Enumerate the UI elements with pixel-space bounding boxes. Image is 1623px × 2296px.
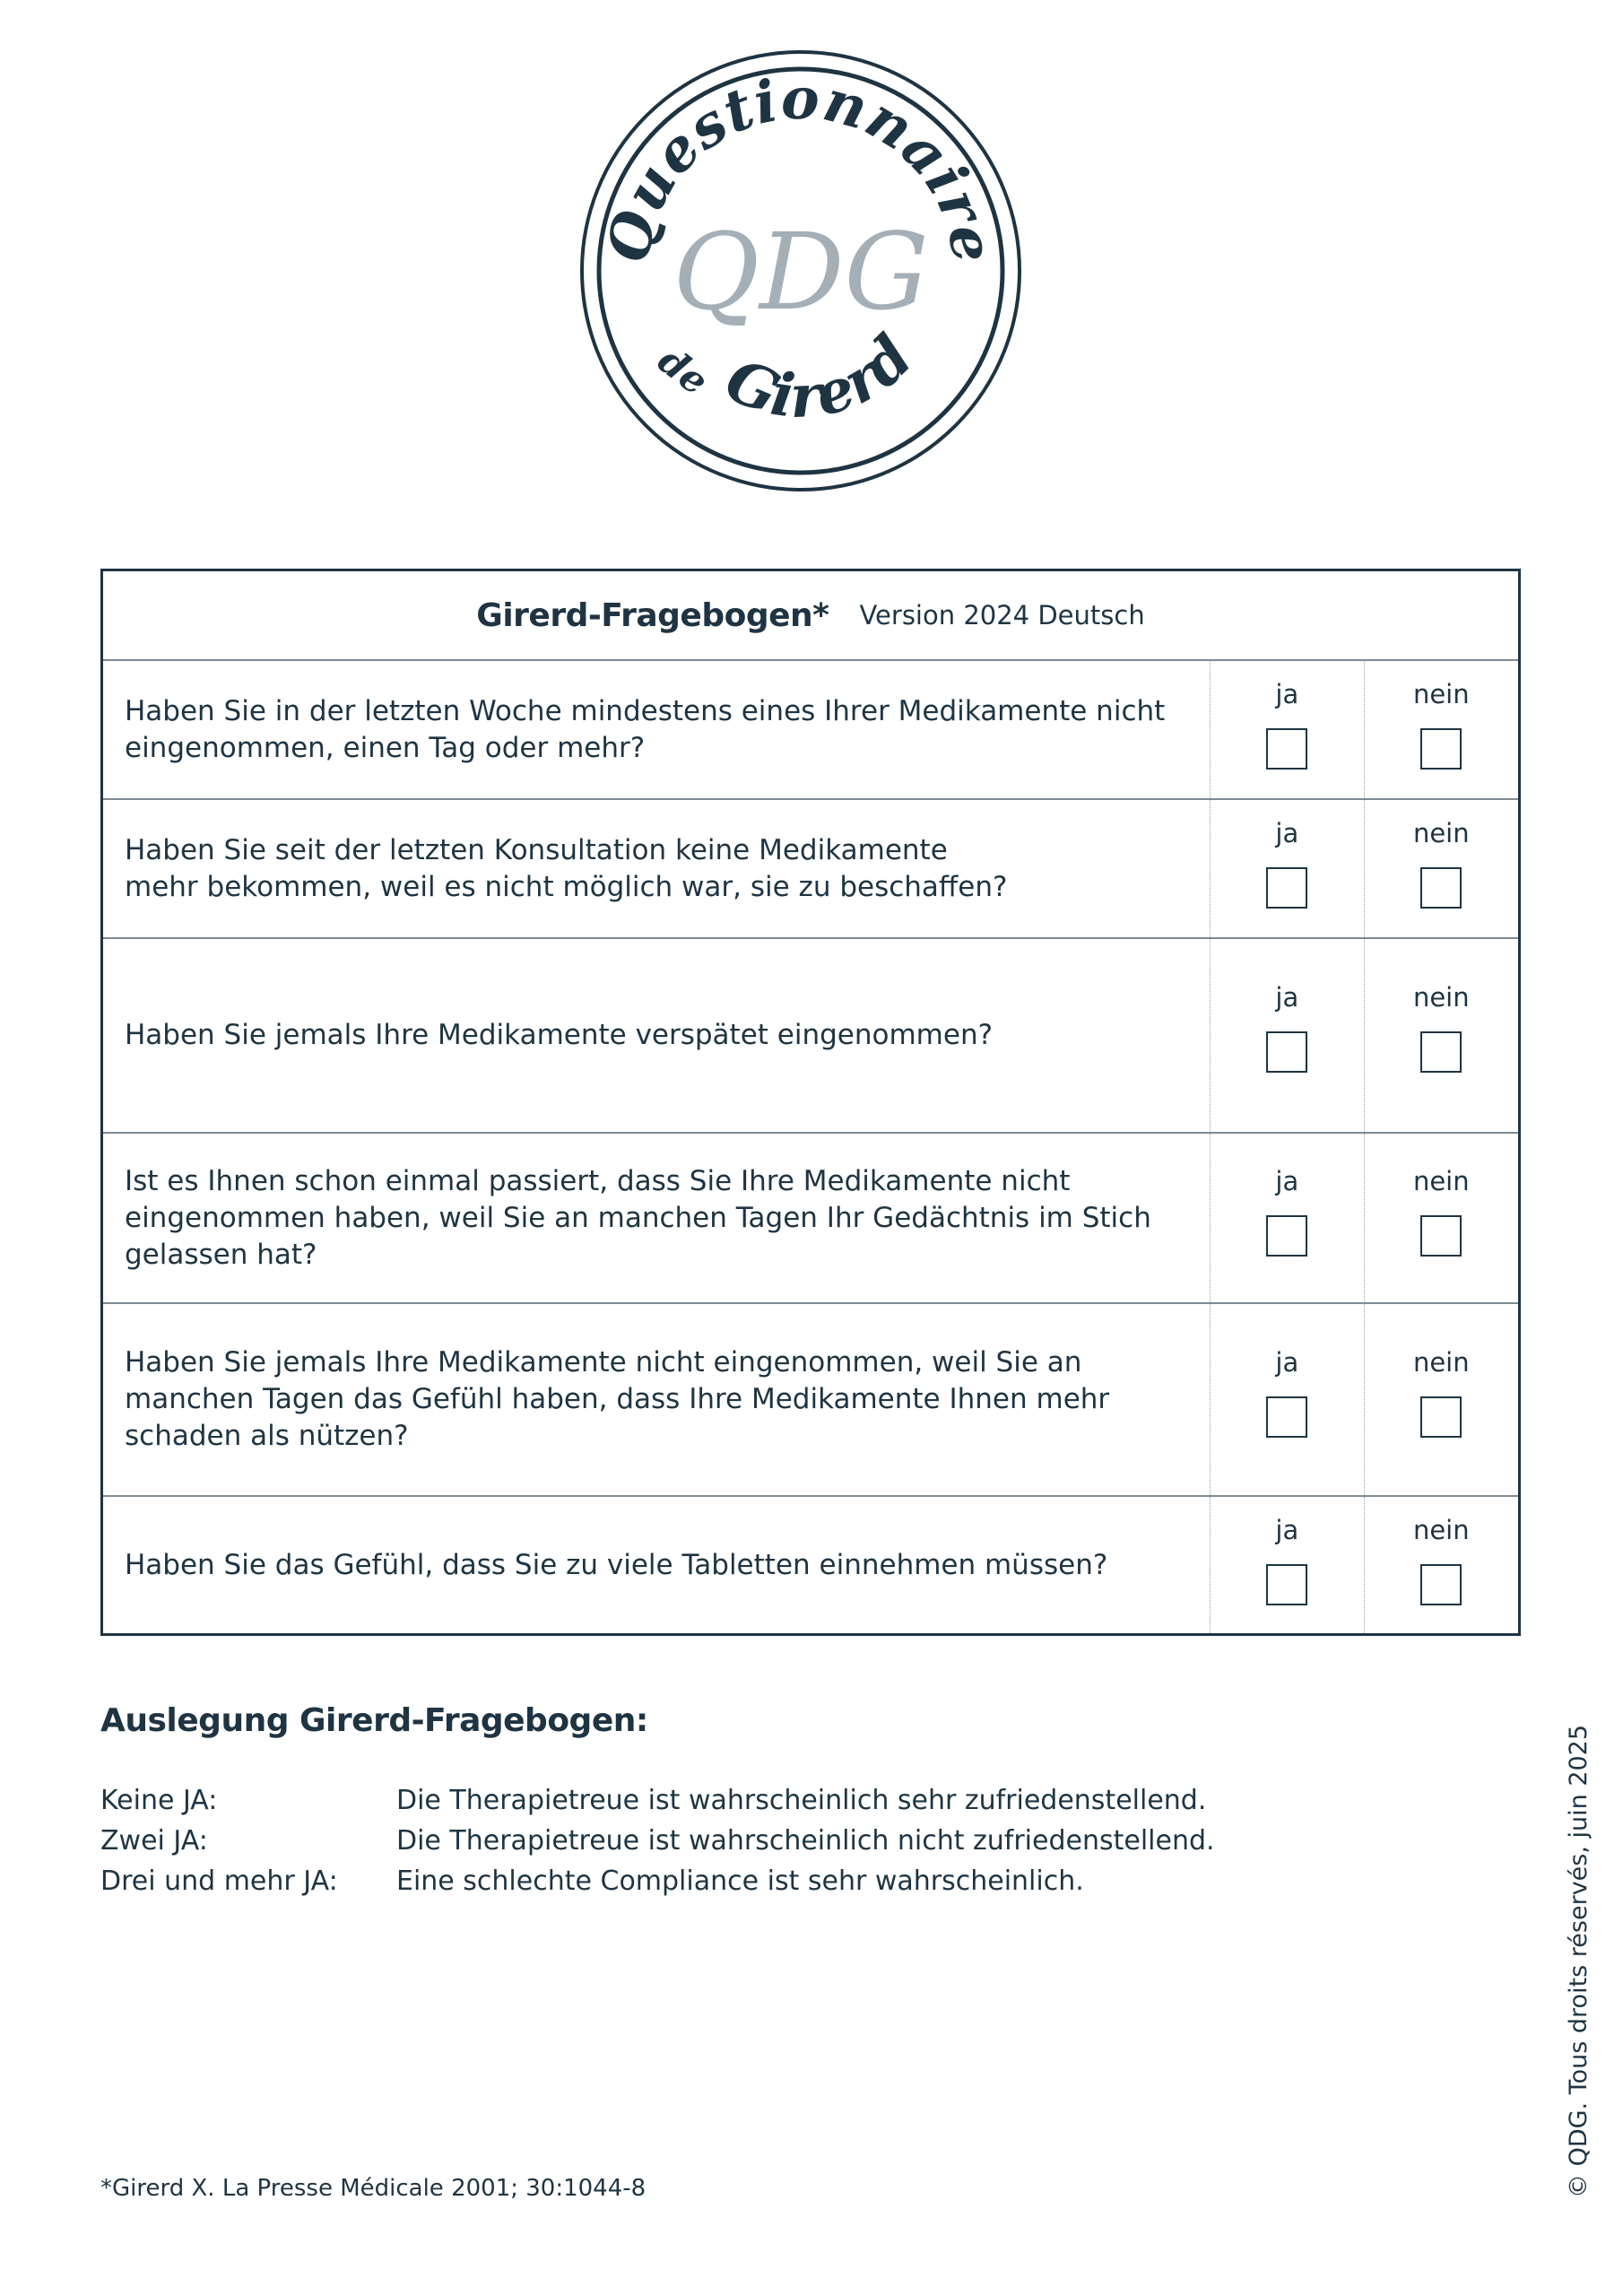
- answer-cell-yes: [1211, 939, 1364, 1132]
- logo-arc-top: Questionnaire: [594, 65, 1007, 268]
- answer-label-yes: ja: [1275, 982, 1299, 1013]
- answer-label-no: nein: [1412, 679, 1470, 709]
- answer-cell-no: [1365, 1497, 1518, 1633]
- question-row: [103, 1134, 1518, 1304]
- question-text-label: Haben Sie das Gefühl, dass Sie zu viele Tabletten einnehmen müssen?: [125, 1548, 1108, 1581]
- interpretation-row: [100, 1780, 1215, 1821]
- checkbox-no[interactable]: [1420, 1031, 1462, 1073]
- question-text: [103, 1304, 1211, 1495]
- answer-cell-yes: [1211, 1304, 1364, 1495]
- checkbox-yes[interactable]: [1266, 867, 1307, 909]
- answer-label-no: nein: [1412, 982, 1470, 1013]
- question-text: [103, 1497, 1211, 1633]
- question-row: [103, 800, 1518, 939]
- checkbox-yes[interactable]: [1266, 1031, 1307, 1073]
- interpretation-row: [100, 1861, 1215, 1901]
- table-title: Girerd-Fragebogen*: [476, 596, 829, 634]
- answer-cell-no: [1365, 661, 1518, 798]
- logo-center: QDG: [673, 210, 929, 334]
- logo-seal: [577, 47, 1025, 495]
- question-row: [103, 1497, 1518, 1633]
- question-text: [103, 800, 1211, 937]
- checkbox-no[interactable]: [1420, 1215, 1462, 1257]
- interpretation-value: Die Therapietreue ist wahrscheinlich sehr zufriedenstellend.: [396, 1785, 1207, 1816]
- question-row: [103, 661, 1518, 800]
- answer-label-yes: ja: [1275, 1347, 1299, 1378]
- question-text-label: Haben Sie jemals Ihre Medikamente nicht eingenommen, weil Sie an manchen Tagen das Gefühl haben, dass Ihre Medikamente Ihnen mehr schaden als nützen?: [125, 1346, 1110, 1452]
- checkbox-no[interactable]: [1420, 867, 1462, 909]
- question-text-label: Ist es Ihnen schon einmal passiert, dass Sie Ihre Medikamente nicht eingenommen haben, weil Sie an manchen Tagen Ihr Gedächtnis im Stich gelassen hat?: [125, 1164, 1151, 1271]
- answer-cell-no: [1365, 800, 1518, 937]
- answer-cell-yes: [1211, 1134, 1364, 1302]
- checkbox-no[interactable]: [1420, 1564, 1462, 1605]
- answer-cell-yes: [1211, 800, 1364, 937]
- question-text: [103, 661, 1211, 798]
- logo-arc-bottom: Girerd: [716, 321, 926, 432]
- answer-label-yes: ja: [1275, 1166, 1299, 1196]
- questionnaire-table: [100, 569, 1521, 1636]
- answer-label-no: nein: [1412, 1515, 1470, 1545]
- checkbox-yes[interactable]: [1266, 728, 1307, 770]
- answer-cell-no: [1365, 1134, 1518, 1302]
- checkbox-yes[interactable]: [1266, 1564, 1307, 1605]
- answer-label-yes: ja: [1275, 679, 1299, 709]
- interpretation-row: [100, 1821, 1215, 1861]
- question-text: [103, 939, 1211, 1132]
- qdg-logo: [577, 47, 1025, 495]
- answer-label-no: nein: [1412, 818, 1470, 848]
- interpretation-title: Auslegung Girerd-Fragebogen:: [100, 1702, 648, 1739]
- answer-label-no: nein: [1412, 1166, 1470, 1196]
- table-version: Version 2024 Deutsch: [859, 600, 1145, 631]
- answer-label-yes: ja: [1275, 818, 1299, 848]
- logo-arc-bottom-small: de: [649, 337, 717, 404]
- question-row: [103, 939, 1518, 1134]
- answer-label-yes: ja: [1275, 1515, 1299, 1545]
- question-text-label: Haben Sie seit der letzten Konsultation keine Medikamente mehr bekommen, weil es nicht möglich war, sie zu beschaffen?: [125, 833, 1008, 903]
- interpretation-list: [100, 1780, 1215, 1901]
- answer-cell-no: [1365, 939, 1518, 1132]
- question-text-label: Haben Sie in der letzten Woche mindestens eines Ihrer Medikamente nicht eingenommen, einen Tag oder mehr?: [125, 694, 1166, 764]
- copyright-notice: © QDG. Tous droits réservés, juin 2025: [1565, 1724, 1593, 2198]
- answer-label-no: nein: [1412, 1347, 1470, 1378]
- interpretation-value: Die Therapietreue ist wahrscheinlich nicht zufriedenstellend.: [396, 1825, 1215, 1857]
- answer-cell-yes: [1211, 1497, 1364, 1633]
- footnote: *Girerd X. La Presse Médicale 2001; 30:1044-8: [100, 2175, 647, 2202]
- checkbox-no[interactable]: [1420, 728, 1462, 770]
- answer-cell-no: [1365, 1304, 1518, 1495]
- interpretation-key: Zwei JA:: [100, 1825, 208, 1857]
- question-text-label: Haben Sie jemals Ihre Medikamente verspätet eingenommen?: [125, 1019, 994, 1051]
- checkbox-yes[interactable]: [1266, 1215, 1307, 1257]
- question-text: [103, 1134, 1211, 1302]
- question-row: [103, 1304, 1518, 1497]
- interpretation-value: Eine schlechte Compliance ist sehr wahrscheinlich.: [396, 1866, 1084, 1897]
- interpretation-key: Drei und mehr JA:: [100, 1866, 338, 1897]
- checkbox-no[interactable]: [1420, 1396, 1462, 1438]
- table-header: [103, 571, 1518, 661]
- answer-cell-yes: [1211, 661, 1364, 798]
- checkbox-yes[interactable]: [1266, 1396, 1307, 1438]
- interpretation-key: Keine JA:: [100, 1785, 218, 1816]
